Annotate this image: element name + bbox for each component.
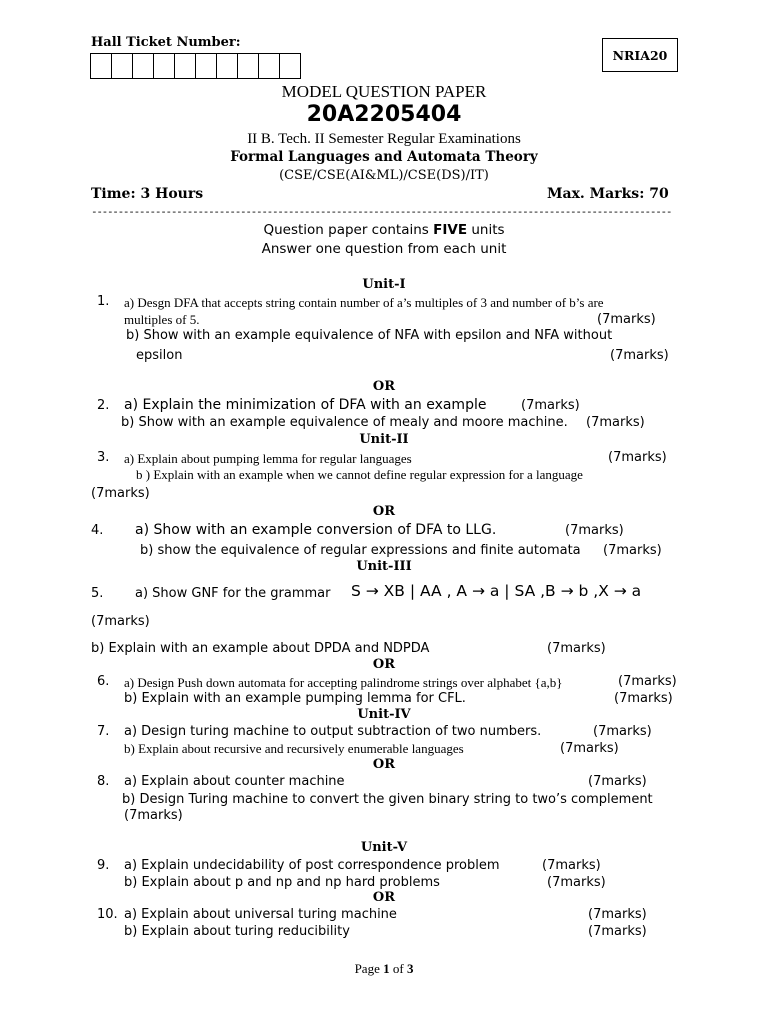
ticket-digit-box xyxy=(258,53,280,79)
marks-label: (7marks) xyxy=(521,398,580,413)
or-separator: OR xyxy=(372,504,396,519)
question-text: b) Explain about recursive and recursively enumerable languages xyxy=(124,741,464,756)
marks-label: (7marks) xyxy=(91,614,150,629)
marks-label: (7marks) xyxy=(603,543,662,558)
marks-label: (7marks) xyxy=(547,875,606,890)
page-text: of xyxy=(389,961,407,976)
marks-label: (7marks) xyxy=(614,691,673,706)
instruction-text: units xyxy=(467,222,505,238)
marks-label: (7marks) xyxy=(597,312,656,327)
unit-heading: Unit-III xyxy=(356,559,412,574)
question-number: 9. xyxy=(97,858,110,873)
marks-label: (7marks) xyxy=(588,774,647,789)
exam-name: II B. Tech. II Semester Regular Examinations xyxy=(247,131,521,147)
marks-label: (7marks) xyxy=(588,924,647,939)
marks-label: (7marks) xyxy=(610,348,669,363)
question-text: b) Show with an example equivalence of mealy and moore machine. xyxy=(121,415,568,430)
question-text: a) Design Push down automata for accepting palindrome strings over alphabet {a,b} xyxy=(124,675,563,690)
instruction-text: Question paper contains xyxy=(263,222,434,238)
question-text: a) Explain undecidability of post correspondence problem xyxy=(124,858,500,873)
question-text: b) Explain about turing reducibility xyxy=(124,924,350,939)
question-text: b ) Explain with an example when we cannot define regular expression for a language xyxy=(136,467,583,482)
question-number: 4. xyxy=(91,523,104,538)
ticket-digit-box xyxy=(237,53,259,79)
question-number: 8. xyxy=(97,774,110,789)
question-text: epsilon xyxy=(136,348,183,363)
question-number: 6. xyxy=(97,674,110,689)
instruction-answer: Answer one question from each unit xyxy=(261,241,507,257)
page-indicator xyxy=(0,961,768,977)
question-text: a) Show with an example conversion of DFA to LLG. xyxy=(135,522,497,538)
marks-label: (7marks) xyxy=(560,741,619,756)
question-number: 5. xyxy=(91,586,104,601)
subject-name: Formal Languages and Automata Theory xyxy=(230,149,538,165)
ticket-digit-box xyxy=(111,53,133,79)
question-text: a) Explain the minimization of DFA with an example xyxy=(124,397,487,413)
question-text: a) Explain about universal turing machine xyxy=(124,907,397,922)
or-separator: OR xyxy=(372,379,396,394)
exam-time: Time: 3 Hours xyxy=(91,186,204,202)
ticket-digit-box xyxy=(132,53,154,79)
question-text: b) show the equivalence of regular expressions and finite automata xyxy=(140,543,581,558)
marks-label: (7marks) xyxy=(565,523,624,538)
page-number: 1 xyxy=(383,961,390,976)
instruction-units xyxy=(0,222,768,238)
marks-label: (7marks) xyxy=(608,450,667,465)
unit-heading: Unit-I xyxy=(362,277,406,292)
marks-label: (7marks) xyxy=(588,907,647,922)
question-text: b) Explain with an example pumping lemma for CFL. xyxy=(124,691,466,706)
page-total: 3 xyxy=(406,961,414,976)
question-text: a) Explain about pumping lemma for regular languages xyxy=(124,451,412,466)
hall-ticket-boxes xyxy=(90,53,300,79)
question-number: 1. xyxy=(97,294,110,309)
instruction-emphasis: FIVE xyxy=(433,222,468,238)
hall-ticket-label: Hall Ticket Number: xyxy=(91,35,241,50)
branches: (CSE/CSE(AI&ML)/CSE(DS)/IT) xyxy=(279,168,489,183)
marks-label: (7marks) xyxy=(618,674,677,689)
marks-label: (7marks) xyxy=(586,415,645,430)
question-number: 3. xyxy=(97,450,110,465)
question-text: b) Design Turing machine to convert the given binary string to two’s complement xyxy=(122,792,653,807)
marks-label: (7marks) xyxy=(91,486,150,501)
question-number: 10. xyxy=(97,907,118,922)
paper-code: NRIA20 xyxy=(602,38,678,72)
page-text: Page xyxy=(354,961,384,976)
unit-heading: Unit-V xyxy=(360,840,408,855)
ticket-digit-box xyxy=(279,53,301,79)
marks-label: (7marks) xyxy=(542,858,601,873)
or-separator: OR xyxy=(372,757,396,772)
ticket-digit-box xyxy=(90,53,112,79)
question-text: b) Explain about p and np and np hard problems xyxy=(124,875,440,890)
max-marks: Max. Marks: 70 xyxy=(547,186,669,202)
ticket-digit-box xyxy=(195,53,217,79)
header-divider: ------------------------------------------------------------------------------------------------------------- xyxy=(91,205,672,218)
question-text: a) Explain about counter machine xyxy=(124,774,345,789)
unit-heading: Unit-IV xyxy=(357,707,411,722)
unit-heading: Unit-II xyxy=(359,432,409,447)
marks-label: (7marks) xyxy=(124,808,183,823)
question-text: a) Design turing machine to output subtraction of two numbers. xyxy=(124,724,542,739)
question-text: multiples of 5. xyxy=(124,312,200,327)
ticket-digit-box xyxy=(216,53,238,79)
marks-label: (7marks) xyxy=(593,724,652,739)
marks-label: (7marks) xyxy=(547,641,606,656)
question-text: b) Explain with an example about DPDA and NDPDA xyxy=(91,641,430,656)
question-text: b) Show with an example equivalence of NFA with epsilon and NFA without xyxy=(126,328,613,343)
question-number: 2. xyxy=(97,398,110,413)
ticket-digit-box xyxy=(153,53,175,79)
subject-code: 20A2205404 xyxy=(306,102,462,127)
or-separator: OR xyxy=(372,657,396,672)
question-number: 7. xyxy=(97,724,110,739)
grammar-expression: S → XB | AA , A → a | SA ,B → b ,X → a xyxy=(351,582,642,600)
ticket-digit-box xyxy=(174,53,196,79)
paper-title: MODEL QUESTION PAPER xyxy=(281,82,487,101)
question-text: a) Desgn DFA that accepts string contain number of a’s multiples of 3 and number of b’s are xyxy=(124,295,604,310)
or-separator: OR xyxy=(372,890,396,905)
question-text: a) Show GNF for the grammar xyxy=(135,586,331,601)
